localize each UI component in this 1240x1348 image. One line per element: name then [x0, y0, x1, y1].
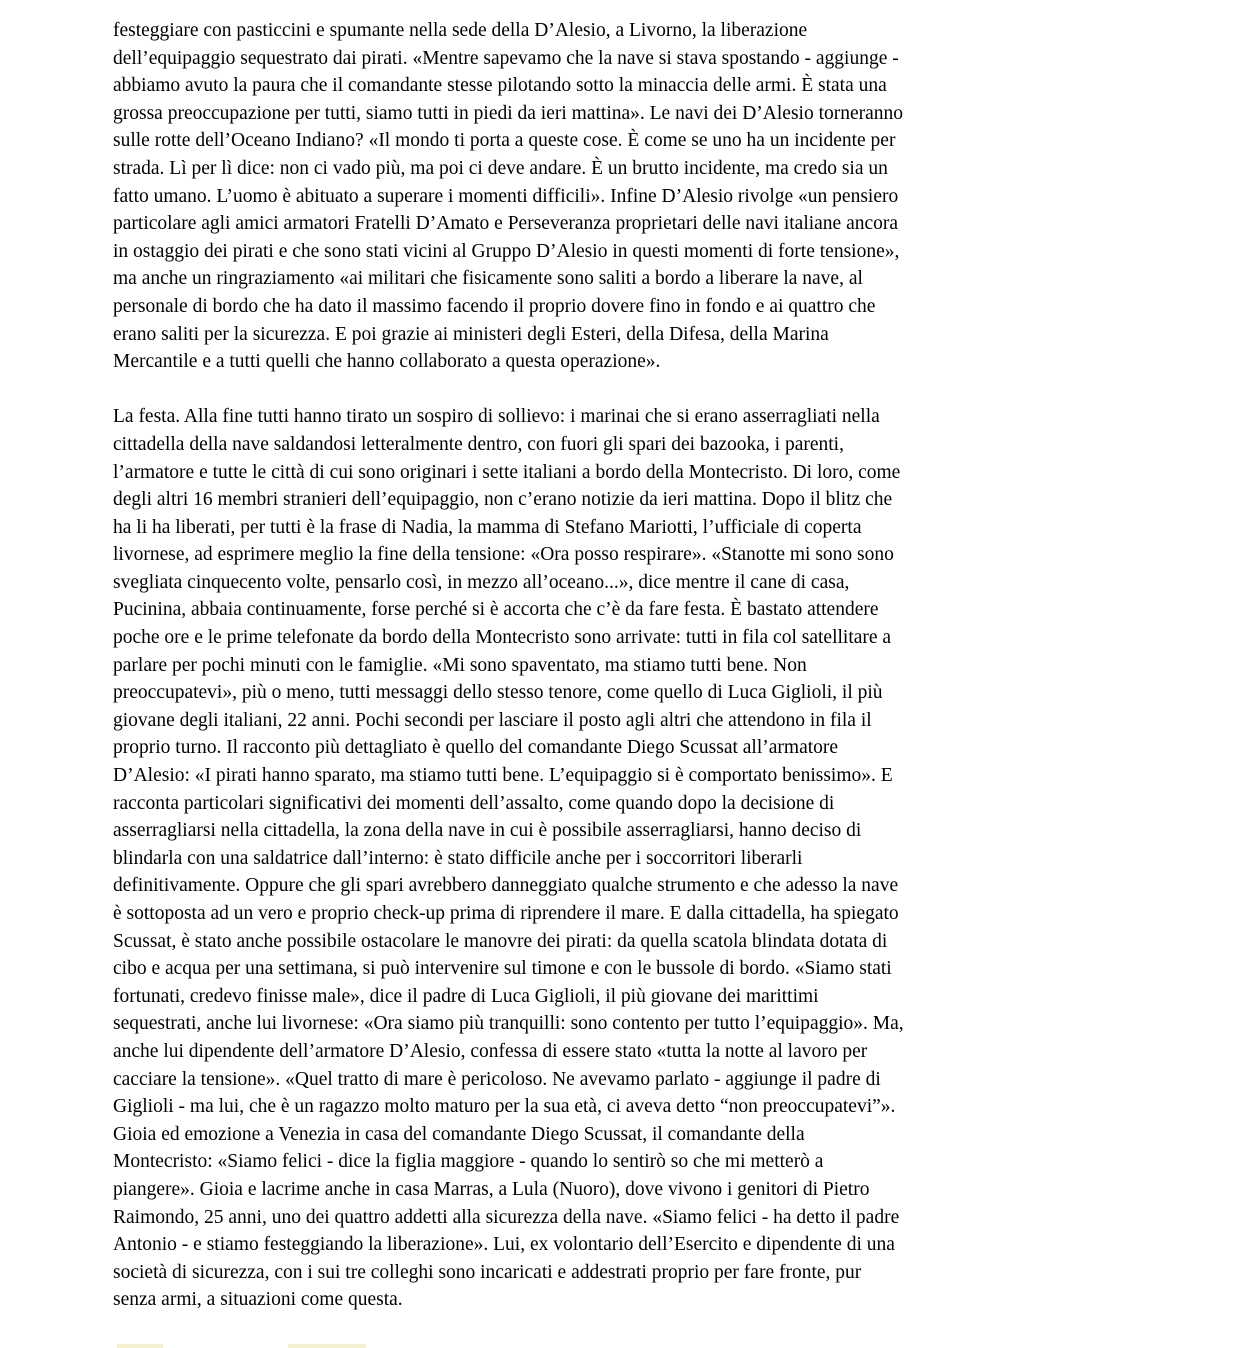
text-line: Antonio - e stiamo festeggiando la liberazione». Lui, ex volontario dell’Esercito e dipendente di una	[113, 1234, 895, 1256]
text-line: erano saliti per la sicurezza. E poi grazie ai ministeri degli Esteri, della Difesa, della Marina	[113, 323, 829, 345]
cutoff-text-fragment	[117, 1344, 163, 1348]
text-line: fortunati, credevo finisse male», dice il padre di Luca Giglioli, il più giovane dei marittimi	[113, 985, 819, 1007]
text-line: asserragliarsi nella cittadella, la zona della nave in cui è possibile asserragliarsi, hanno deciso di	[113, 820, 862, 842]
article-text	[113, 17, 904, 1314]
cutoff-text-fragment	[288, 1344, 366, 1348]
text-line: blindarla con una saldatrice dall’interno: è stato difficile anche per i soccorritori liberarli	[113, 847, 803, 869]
text-line: fatto umano. L’uomo è abituato a superare i momenti difficili». Infine D’Alesio rivolge «un pensiero	[113, 185, 899, 207]
text-line: piangere». Gioia e lacrime anche in casa Marras, a Lula (Nuoro), dove vivono i genitori di Pietro	[113, 1178, 870, 1200]
text-line: personale di bordo che ha dato il massimo facendo il proprio dovere fino in fondo e ai quattro che	[113, 295, 876, 317]
text-line: in ostaggio dei pirati e che sono stati vicini al Gruppo D’Alesio in questi momenti di forte tensione»,	[113, 240, 900, 262]
text-line: senza armi, a situazioni come questa.	[113, 1289, 403, 1311]
text-line: sequestrati, anche lui livornese: «Ora siamo più tranquilli: sono contento per tutto l’equipaggio». Ma,	[113, 1013, 904, 1035]
text-line: dell’equipaggio sequestrato dai pirati. «Mentre sapevamo che la nave si stava spostando - aggiunge -	[113, 47, 899, 69]
text-line: sulle rotte dell’Oceano Indiano? «Il mondo ti porta a queste cose. È come se uno ha un incidente per	[113, 130, 896, 152]
text-line: è sottoposta ad un vero e proprio check-up prima di riprendere il mare. E dalla cittadella, ha spiegato	[113, 903, 899, 924]
text-line: grossa preoccupazione per tutti, siamo tutti in piedi da ieri mattina». Le navi dei D’Alesio torneranno	[113, 102, 904, 124]
paragraph	[113, 17, 904, 376]
text-line: giovane degli italiani, 22 anni. Pochi secondi per lasciare il posto agli altri che attendono in fila il	[113, 709, 872, 731]
text-line: Gioia ed emozione a Venezia in casa del comandante Diego Scussat, il comandante della	[113, 1123, 805, 1145]
text-line: Montecristo: «Siamo felici - dice la figlia maggiore - quando lo sentirò so che mi metterò a	[113, 1151, 824, 1173]
text-line: Mercantile e a tutti quelli che hanno collaborato a questa operazione».	[113, 351, 661, 373]
text-line: l’armatore e tutte le città di cui sono originari i sette italiani a bordo della Montecristo. Di loro, come	[113, 461, 901, 483]
text-line: ma anche un ringraziamento «ai militari che fisicamente sono saliti a bordo a liberare la nave, al	[113, 268, 863, 290]
text-line: svegliata cinquecento volte, pensarlo così, in mezzo all’oceano...», dice mentre il cane di casa,	[113, 571, 850, 593]
text-line: anche lui dipendente dell’armatore D’Alesio, confessa di essere stato «tutta la notte al lavoro per	[113, 1040, 868, 1062]
text-line: D’Alesio: «I pirati hanno sparato, ma stiamo tutti bene. L’equipaggio si è comportato benissimo». E	[113, 765, 893, 787]
text-line: Giglioli - ma lui, che è un ragazzo molto maturo per la sua età, ci aveva detto “non preoccupatevi”».	[113, 1096, 896, 1118]
text-line: cittadella della nave saldandosi letteralmente dentro, con fuori gli spari dei bazooka, i parenti,	[113, 433, 844, 455]
text-line: livornese, ad esprimere meglio la fine della tensione: «Ora posso respirare». «Stanotte mi sono sono	[113, 544, 894, 566]
text-line: degli altri 16 membri stranieri dell’equipaggio, non c’erano notizie da ieri mattina. Dopo il blitz che	[113, 489, 893, 511]
text-line: cacciare la tensione». «Quel tratto di mare è pericoloso. Ne avevamo parlato - aggiunge il padre di	[113, 1068, 881, 1090]
text-line: Raimondo, 25 anni, uno dei quattro addetti alla sicurezza della nave. «Siamo felici - ha detto il padre	[113, 1206, 900, 1228]
paragraph	[113, 403, 904, 1314]
text-line: preoccupatevi», più o meno, tutti messaggi dello stesso tenore, come quello di Luca Giglioli, il più	[113, 682, 883, 704]
text-line: poche ore e le prime telefonate da bordo della Montecristo sono arrivate: tutti in fila col satellitare a	[113, 627, 892, 649]
text-line: particolare agli amici armatori Fratelli D’Amato e Perseveranza proprietari delle navi italiane ancora	[113, 213, 899, 235]
text-line: Pucinina, abbaia continuamente, forse perché si è accorta che c’è da fare festa. È bastato attendere	[113, 599, 879, 621]
text-line: società di sicurezza, con i sui tre colleghi sono incaricati e addestrati proprio per fare fronte, pur	[113, 1261, 862, 1283]
text-line: parlare per pochi minuti con le famiglie. «Mi sono spaventato, ma stiamo tutti bene. Non	[113, 654, 807, 676]
text-line: racconta particolari significativi dei momenti dell’assalto, come quando dopo la decisione di	[113, 792, 835, 814]
text-line: strada. Lì per lì dice: non ci vado più, ma poi ci deve andare. È un brutto incidente, ma credo sia un	[113, 157, 888, 179]
text-line: definitivamente. Oppure che gli spari avrebbero danneggiato qualche strumento e che adesso la nave	[113, 875, 899, 897]
text-line: Scussat, è stato anche possibile ostacolare le manovre dei pirati: da quella scatola blindata dotata di	[113, 930, 888, 952]
text-line: La festa. Alla fine tutti hanno tirato un sospiro di sollievo: i marinai che si erano asserragliati nella	[113, 406, 880, 428]
text-line: cibo e acqua per una settimana, si può intervenire sul timone e con le bussole di bordo. «Siamo stati	[113, 958, 892, 980]
text-line: ha li ha liberati, per tutti è la frase di Nadia, la mamma di Stefano Mariotti, l’ufficiale di coperta	[113, 516, 862, 538]
text-line: festeggiare con pasticcini e spumante nella sede della D’Alesio, a Livorno, la liberazione	[113, 20, 808, 41]
text-line: abbiamo avuto la paura che il comandante stesse pilotando sotto la minaccia delle armi. È stata una	[113, 75, 887, 97]
text-line: proprio turno. Il racconto più dettagliato è quello del comandante Diego Scussat all’armatore	[113, 737, 839, 759]
